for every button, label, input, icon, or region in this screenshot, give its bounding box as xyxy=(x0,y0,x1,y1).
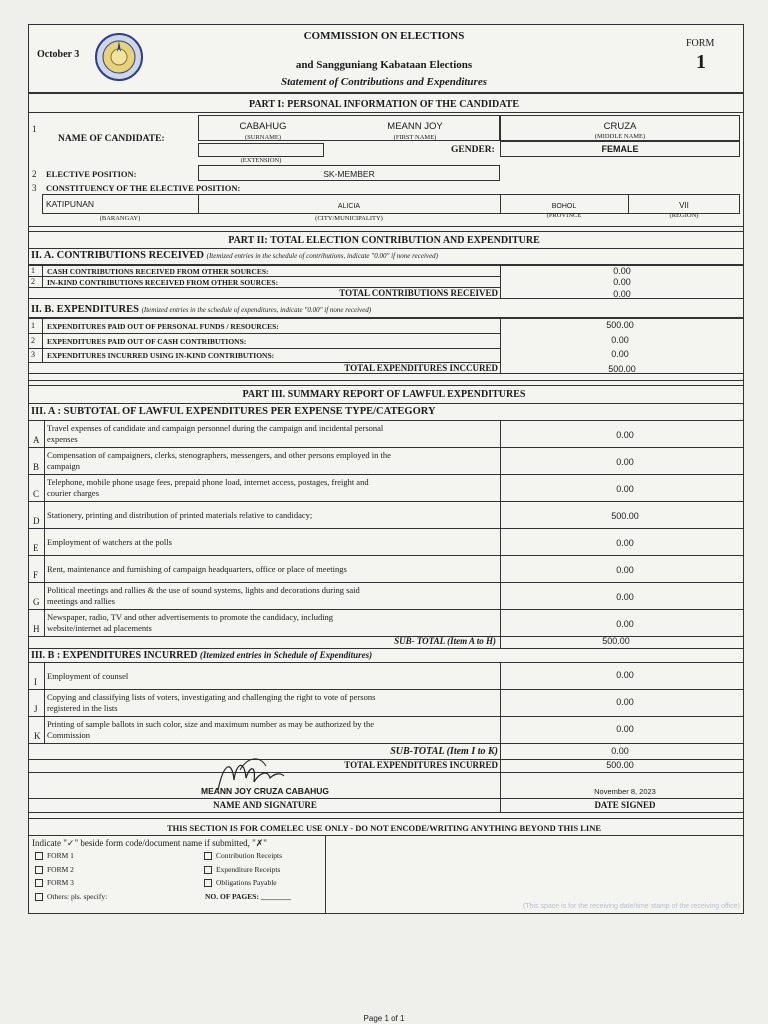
checkbox[interactable] xyxy=(204,852,212,860)
item-desc-line1: Stationery, printing and distribution of printed materials relative to candidacy; xyxy=(47,510,313,520)
form-label: FORM xyxy=(686,38,715,49)
total-exp-label: TOTAL EXPENDITURES INCCURED xyxy=(344,363,498,373)
item-value: 0.00 xyxy=(616,430,634,440)
item-desc-line1: Newspaper, radio, TV and other advertisements to promote the candidacy, including xyxy=(47,612,334,622)
checkbox-label: Expenditure Receipts xyxy=(216,864,281,874)
item-value: 0.00 xyxy=(616,592,634,602)
part2-heading: PART II: TOTAL ELECTION CONTRIBUTION AND EXPENDITURE xyxy=(228,235,540,246)
part1-heading: PART I: PERSONAL INFORMATION OF THE CANDIDATE xyxy=(248,99,520,110)
row-num-1: 1 xyxy=(32,124,37,134)
signature-label: NAME AND SIGNATURE xyxy=(213,800,317,810)
form-title-line2: and Sangguniang Kabataan Elections xyxy=(295,59,473,71)
item-letter: D xyxy=(33,516,40,526)
page-number: Page 1 of 1 xyxy=(363,1014,405,1023)
item-value: 0.00 xyxy=(616,697,634,707)
checkbox-item xyxy=(35,878,74,887)
comelec-instruction: Indicate "✓" beside form code/document name if submitted, "✗" xyxy=(32,838,267,848)
province-label: (PROVINCE xyxy=(546,212,582,219)
checkbox-label: FORM 3 xyxy=(47,878,74,887)
middle-name-value: CRUZA xyxy=(603,121,637,132)
extension-box xyxy=(198,143,324,157)
checkbox[interactable] xyxy=(35,866,43,874)
item-desc-line1: Printing of sample ballots in such color, size and maximum number as may be authorized by the xyxy=(47,719,375,729)
total-value: 500.00 xyxy=(606,760,634,770)
item-value: 0.00 xyxy=(616,565,634,575)
checkbox-item xyxy=(35,892,107,901)
item-letter: C xyxy=(33,489,40,499)
middle-name-label: (MIDDLE NAME) xyxy=(594,133,646,140)
city-value: ALICIA xyxy=(337,203,361,210)
row-divider xyxy=(28,689,744,690)
subtotal-b-label: SUB-TOTAL (Item I to K) xyxy=(390,746,498,757)
item-letter: B xyxy=(33,462,40,472)
first-name-label: (FIRST NAME) xyxy=(393,134,437,141)
item-value: 0.00 xyxy=(616,619,634,629)
item-value: 0.00 xyxy=(616,670,634,680)
item-letter: A xyxy=(33,435,40,445)
checkbox[interactable] xyxy=(35,879,43,887)
form-number: 1 xyxy=(696,51,706,73)
checkbox[interactable] xyxy=(204,879,212,887)
checkbox[interactable] xyxy=(35,893,43,901)
subtotal-a-label: SUB- TOTAL (Item A to H) xyxy=(394,636,496,646)
constituency-label: CONSTITUENCY OF THE ELECTIVE POSITION: xyxy=(46,183,241,193)
item-desc-line1: Telephone, mobile phone usage fees, prepaid phone load, internet access, postages, freight and xyxy=(47,477,369,487)
position-value: SK-MEMBER xyxy=(323,169,375,179)
row-divider xyxy=(28,582,744,583)
exp-row-value: 500.00 xyxy=(606,320,634,330)
form-title-line1: COMMISSION ON ELECTIONS xyxy=(303,30,465,42)
item-desc-line2: courier charges xyxy=(47,488,99,498)
item-desc-line1: Compensation of campaigners, clerks, stenographers, messengers, and other persons employed in the xyxy=(47,450,391,460)
checkbox-label: Contribution Receipts xyxy=(216,851,283,860)
contrib-row-value: 0.00 xyxy=(613,266,631,276)
item-value: 0.00 xyxy=(616,484,634,494)
total-label: TOTAL EXPENDITURES INCURRED xyxy=(344,760,498,770)
item-desc-line1: Rent, maintenance and furnishing of campaign headquarters, office or place of meetings xyxy=(47,564,347,574)
item-desc-line1: Copying and classifying lists of voters, investigating and challenging the right to vote of persons xyxy=(47,692,376,702)
pages-label: NO. OF PAGES: ________ xyxy=(205,892,291,901)
item-desc-line1: Travel expenses of candidate and campaign personnel during the campaign and incidental personal xyxy=(47,423,384,433)
contrib-row-num: 2 xyxy=(31,277,35,286)
region-label: (REGION) xyxy=(669,212,699,219)
exp-row-label: EXPENDITURES PAID OUT OF CASH CONTRIBUTIONS: xyxy=(47,336,247,346)
row-divider xyxy=(28,447,744,448)
contrib-note: (Itemized entries in the schedule of contributions, indicate "0.00" if none received) xyxy=(206,252,438,260)
part3b-note: (Itemized entries in Schedule of Expenditures) xyxy=(199,650,373,660)
checkbox-item xyxy=(35,865,74,874)
row-divider xyxy=(28,555,744,556)
part3-heading: PART III. SUMMARY REPORT OF LAWFUL EXPENDITURES xyxy=(242,389,526,400)
checkbox-item xyxy=(204,851,282,860)
checkbox-label: Obligations Payable xyxy=(216,878,277,887)
city-label: (CITY/MUNICIPALITY) xyxy=(315,215,383,222)
item-desc-line1: Employment of watchers at the polls xyxy=(47,537,172,547)
row-divider xyxy=(28,501,744,502)
signatory-name: MEANN JOY CRUZA CABAHUG xyxy=(201,786,329,796)
row-num-2: 2 xyxy=(32,169,37,179)
exp-row-label: EXPENDITURES PAID OUT OF PERSONAL FUNDS / RESOURCES: xyxy=(47,322,279,331)
total-exp-value: 500.00 xyxy=(608,364,636,374)
barangay-label: (BARANGAY) xyxy=(99,215,141,222)
item-value: 500.00 xyxy=(611,511,639,521)
checkbox-item xyxy=(35,851,74,860)
subtotal-b-value: 0.00 xyxy=(611,746,629,756)
exp-row-value: 0.00 xyxy=(611,349,629,359)
item-letter: J xyxy=(34,704,38,714)
item-desc-line2: meetings and rallies xyxy=(47,596,115,606)
barangay-value: KATIPUNAN xyxy=(46,199,95,209)
checkbox-label: FORM 1 xyxy=(47,851,74,860)
exp-row-num: 1 xyxy=(31,321,35,330)
extension-label: (EXTENSION) xyxy=(240,157,282,164)
contrib-row-label: CASH CONTRIBUTIONS RECEIVED FROM OTHER SOURCES: xyxy=(47,267,269,276)
part3b-heading-line xyxy=(31,650,372,661)
name-label: NAME OF CANDIDATE: xyxy=(58,134,165,144)
exp-row-num: 2 xyxy=(31,335,35,345)
position-label: ELECTIVE POSITION: xyxy=(46,169,137,179)
stamp-note: (This space is for the receiving date/time stamp of the receiving office) xyxy=(523,903,740,910)
exp-row-label: EXPENDITURES INCURRED USING IN-KIND CONTRIBUTIONS: xyxy=(47,351,275,360)
item-desc-line1: Political meetings and rallies & the use of sound systems, lights and decorations during said xyxy=(47,585,360,595)
header-date: October 3 xyxy=(37,49,80,60)
item-letter: E xyxy=(33,543,39,553)
contrib-row-num: 1 xyxy=(31,266,35,275)
row-divider xyxy=(28,716,744,717)
contrib-row-value: 0.00 xyxy=(613,277,631,287)
item-letter: H xyxy=(33,624,40,634)
part3b-heading: III. B : EXPENDITURES INCURRED xyxy=(31,650,198,661)
exp-row-value: 0.00 xyxy=(611,334,629,345)
item-letter: G xyxy=(33,597,40,607)
item-value: 0.00 xyxy=(616,724,634,734)
contrib-row-label: IN-KIND CONTRIBUTIONS RECEIVED FROM OTHER SOURCES: xyxy=(47,278,279,287)
exp-heading-line xyxy=(31,304,371,315)
item-letter: K xyxy=(34,731,41,741)
row-divider xyxy=(28,528,744,529)
checkbox[interactable] xyxy=(35,852,43,860)
item-letter: F xyxy=(33,570,39,580)
date-signed-value: November 8, 2023 xyxy=(594,787,656,796)
gender-value: FEMALE xyxy=(601,144,639,154)
contrib-heading: II. A. CONTRIBUTIONS RECEIVED xyxy=(31,250,204,261)
contrib-heading-line xyxy=(31,250,438,261)
item-desc-line1: Employment of counsel xyxy=(47,671,129,681)
row-num-3: 3 xyxy=(32,183,37,193)
exp-heading: II. B. EXPENDITURES xyxy=(31,304,139,315)
form-subtitle: Statement of Contributions and Expenditures xyxy=(281,76,487,88)
item-desc-line2: website/internet ad placements xyxy=(47,623,152,633)
comelec-heading: THIS SECTION IS FOR COMELEC USE ONLY - DO NOT ENCODE/WRITING ANYTHING BEYOND THIS LINE xyxy=(166,823,602,833)
item-desc-line2: registered in the lists xyxy=(47,703,118,713)
row-divider xyxy=(28,743,744,744)
part3a-heading: III. A : SUBTOTAL OF LAWFUL EXPENDITURES PER EXPENSE TYPE/CATEGORY xyxy=(31,406,436,417)
item-value: 0.00 xyxy=(616,457,634,467)
item-desc-line2: Commission xyxy=(47,730,90,740)
total-contrib-value: 0.00 xyxy=(613,289,631,299)
checkbox-label: Others: pls. specify: xyxy=(47,891,108,901)
checkbox[interactable] xyxy=(204,866,212,874)
gender-label: GENDER: xyxy=(451,145,495,155)
exp-row-num: 3 xyxy=(31,350,35,359)
row-divider xyxy=(28,609,744,610)
row-divider xyxy=(28,474,744,475)
checkbox-label: FORM 2 xyxy=(47,864,74,874)
first-name-value: MEANN JOY xyxy=(387,121,443,132)
surname-value: CABAHUG xyxy=(239,121,287,132)
region-value: VII xyxy=(679,201,689,210)
subtotal-a-value: 500.00 xyxy=(602,636,630,646)
total-contrib-label: TOTAL CONTRIBUTIONS RECEIVED xyxy=(339,288,498,298)
checkbox-item xyxy=(204,865,280,874)
item-letter: I xyxy=(34,677,37,687)
exp-note: (Itemized entries in the schedule of expenditures, indicate "0.00" if none received) xyxy=(141,306,372,314)
item-desc-line2: campaign xyxy=(47,461,81,471)
province-value: BOHOL xyxy=(551,203,577,210)
surname-label: (SURNAME) xyxy=(244,134,282,141)
form-sheet xyxy=(28,24,744,914)
checkbox-item xyxy=(204,878,277,887)
date-signed-label: DATE SIGNED xyxy=(594,800,656,810)
item-value: 0.00 xyxy=(616,538,634,548)
item-desc-line2: expenses xyxy=(47,434,78,444)
